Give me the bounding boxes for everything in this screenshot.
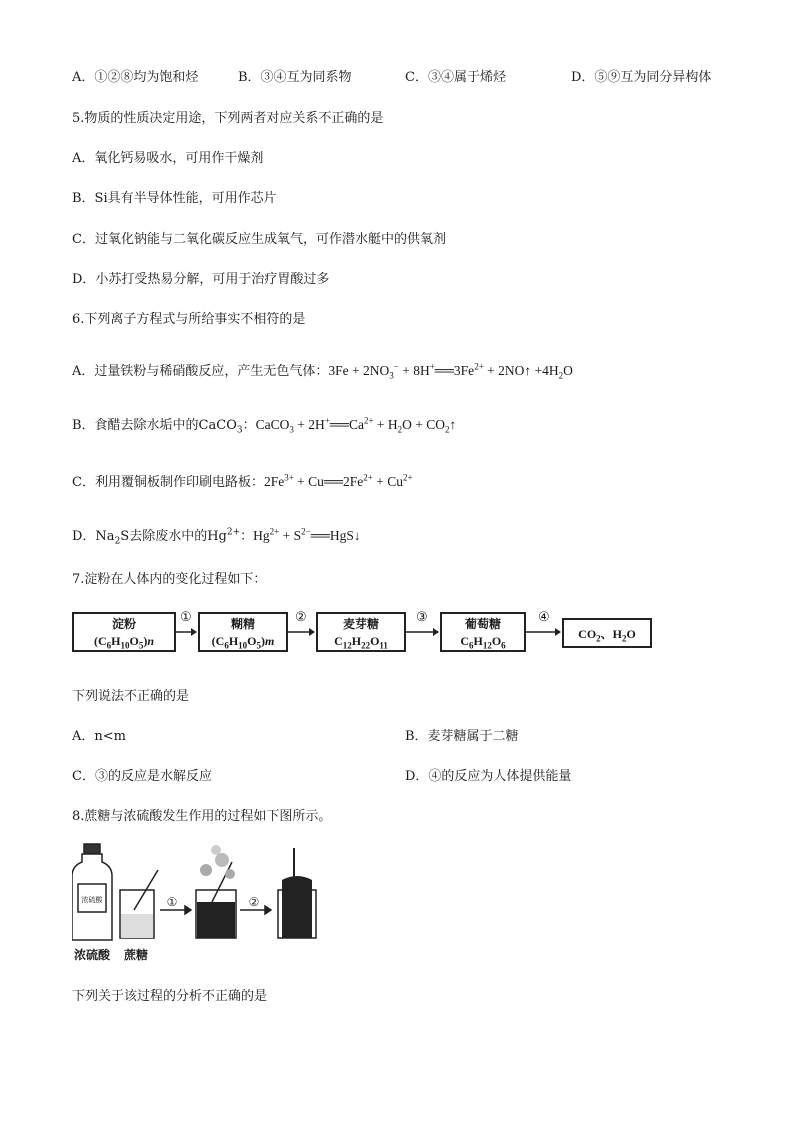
flow-arrow-2-icon [288, 612, 316, 652]
sugar-beaker-icon [120, 870, 158, 938]
q4-option-b: B．③④互为同系物 [238, 70, 352, 85]
figure-step-1-label: ① [166, 895, 178, 909]
flow-arrow-2 [288, 612, 316, 652]
flow-step-3-label: ③ [416, 610, 428, 625]
q5-option-b: B．Si具有半导体性能，可用作芯片 [72, 191, 277, 206]
q6-option-d-colon: ： [240, 529, 254, 544]
q6-option-b-equation: CaCO$_3$ + $2H^+══Ca^{2+} + H_2O$ + $CO_2↑$ [255, 415, 457, 435]
q6-stem: 6.下列离子方程式与所给事实不相符的是 [72, 312, 306, 327]
flow-arrow-4 [526, 612, 562, 652]
flow-box-products-formula: $CO_2$、$H_2O$ [578, 627, 636, 644]
q7-stem: 7.淀粉在人体内的变化过程如下： [72, 572, 267, 587]
q6-option-d-text-pre: D．Na [72, 529, 115, 544]
flow-box-glucose [440, 612, 526, 652]
acid-bottle-icon [72, 844, 112, 940]
q6-option-c-equation: $2Fe^{3+}$ + $Cu══2Fe^{2+} + Cu^{2+}$ [263, 472, 413, 489]
q8-question: 下列关于该过程的分析不正确的是 [72, 989, 268, 1004]
q6-option-c-text: C．利用覆铜板制作印刷电路板： [72, 475, 264, 490]
q6-option-d-equation: $Hg^{2+}$ + $S^{2-}══HgS↓$ [253, 526, 361, 543]
flow-box-maltose-name: 麦芽糖 [342, 617, 379, 631]
flow-box-glucose-name: 葡萄糖 [464, 617, 501, 631]
q6-option-d: D．$Na_2S$去除废水中的$Hg^{2+}$：$Hg^{2+}$ + $S^{2-}══HgS↓$ [72, 526, 361, 547]
flow-step-2-label: ② [295, 610, 307, 625]
flow-box-maltose-formula: $C_{12}H_{22}O_{11}$ [334, 634, 388, 651]
q6-option-a-text: A．过量铁粉与稀硝酸反应，产生无色气体： [72, 364, 329, 379]
q7-question: 下列说法不正确的是 [72, 689, 190, 704]
q8-experiment-figure [72, 840, 322, 965]
flow-box-maltose [316, 612, 406, 652]
flow-box-dextrin [198, 612, 288, 652]
q5-stem: 5.物质的性质决定用途，下列两者对应关系不正确的是 [72, 111, 384, 126]
q5-option-d: D．小苏打受热易分解，可用于治疗胃酸过多 [72, 272, 330, 287]
flow-step-4-label: ④ [538, 610, 550, 625]
q7-flow-diagram [72, 608, 654, 660]
flow-box-dextrin-formula: $(C_6H_{10}O_5)m$ [211, 634, 275, 651]
q5-option-a: A．氧化钙易吸水，可用作干燥剂 [72, 151, 264, 166]
label-sucrose: 蔗糖 [124, 948, 149, 962]
flow-arrow-1-icon [176, 612, 198, 652]
carbon-column-beaker-icon [278, 848, 316, 938]
q5-option-c: C．过氧化钠能与二氧化碳反应生成氧气，可作潜水艇中的供氧剂 [72, 232, 446, 247]
flow-box-dextrin-name: 糊精 [230, 617, 255, 631]
q6-option-a [72, 360, 573, 381]
flow-box-glucose-formula: $C_6H_{12}O_6$ [460, 634, 506, 651]
q4-option-d: D．⑤⑨互为同分异构体 [571, 70, 712, 85]
flow-box-starch [72, 612, 176, 652]
q4-option-a: A．①②⑧均为饱和烃 [72, 70, 199, 85]
q6-option-b-colon: ： [242, 418, 256, 433]
flow-arrow-4-icon [526, 612, 562, 652]
flow-box-starch-name: 淀粉 [111, 617, 136, 631]
q7-option-d: D．④的反应为人体提供能量 [405, 769, 572, 784]
q8-stem: 8.蔗糖与浓硫酸发生作用的过程如下图所示。 [72, 809, 332, 824]
q6-option-a-equation: $3Fe + 2NO_3^-$ + $8H^+══3Fe^{2+}$ + 2NO↑ $+4H_2O$ [328, 361, 573, 381]
label-concentrated-sulfuric-acid: 浓硫酸 [74, 948, 111, 962]
q7-option-c: C．③的反应是水解反应 [72, 769, 212, 784]
flow-step-1-label: ① [180, 610, 192, 625]
q4-option-c: C．③④属于烯烃 [405, 70, 506, 85]
q8-figure-drawing [72, 840, 322, 948]
q7-option-a: A．n<m [72, 729, 126, 744]
flow-box-starch-formula: $(C_6H_{10}O_5)n$ [93, 634, 155, 651]
q6-option-b-text: B．食醋去除水垢中的CaCO [72, 418, 237, 433]
q6-option-d-text-mid: S去除废水中的Hg [120, 529, 227, 544]
reacting-beaker-icon [196, 845, 236, 938]
figure-step-2-label: ② [248, 895, 260, 909]
flow-arrow-3 [406, 612, 440, 652]
bottle-label-text: 浓硫酸 [81, 896, 103, 904]
q6-option-b: B．食醋去除水垢中的CaCO$_3$：CaCO$_3$ + $2H^+══Ca^{2+} + H_2O$ + $CO_2↑$ [72, 415, 457, 436]
flow-box-products [562, 618, 652, 648]
q6-option-c [72, 471, 413, 490]
flow-arrow-1 [176, 612, 198, 652]
flow-arrow-3-icon [406, 612, 440, 652]
q7-option-b: B．麦芽糖属于二糖 [405, 729, 519, 744]
